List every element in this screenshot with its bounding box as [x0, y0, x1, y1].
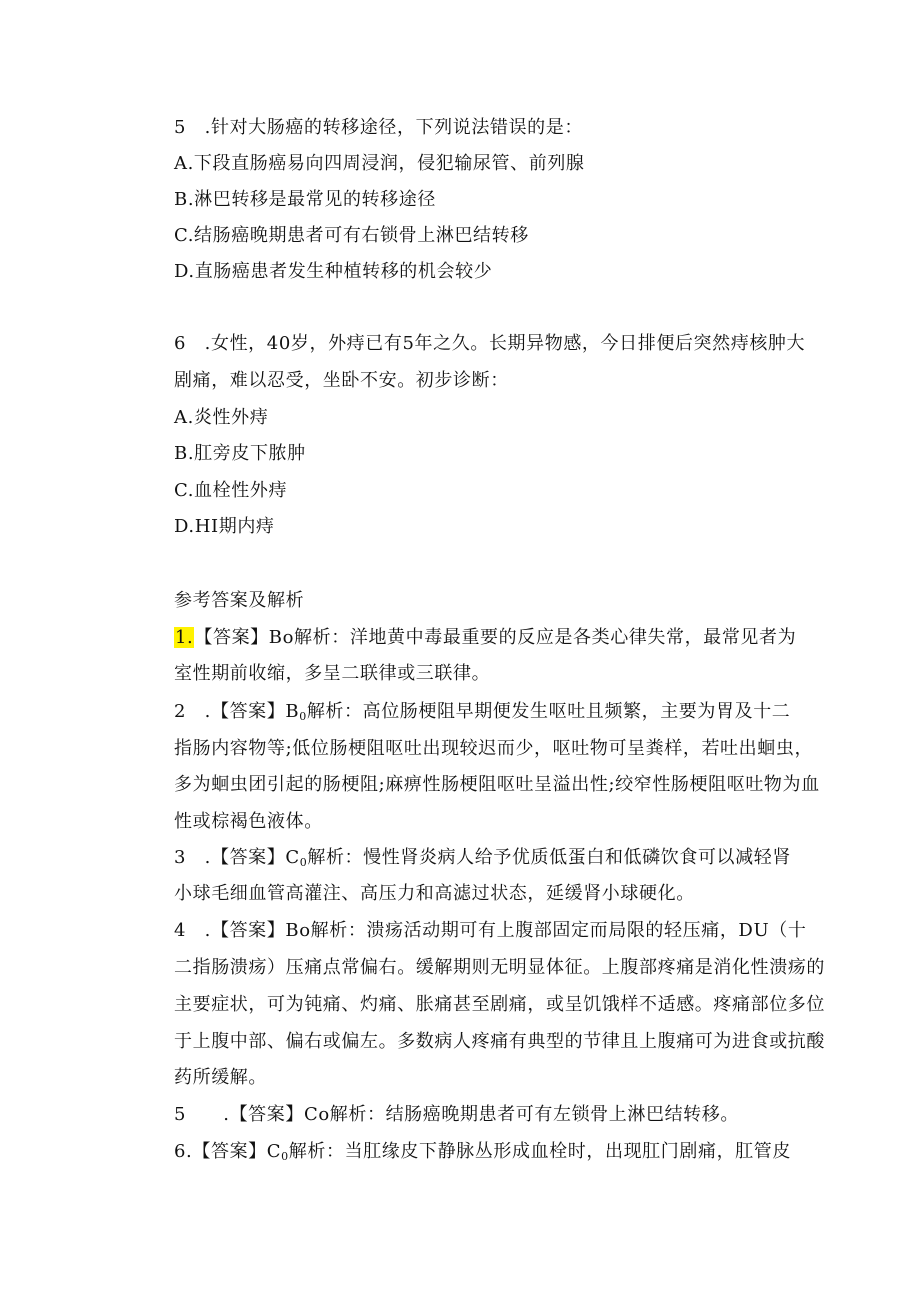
answer-5-line1: 5 .【答案】Co解析：结肠癌晚期患者可有左锁骨上淋巴结转移。 — [174, 1104, 739, 1125]
answer-3-line2: 小球毛细血管高灌注、高压力和高滤过状态，延缓肾小球硬化。 — [174, 883, 695, 904]
question-5-option-b: B.淋巴转移是最常见的转移途径 — [174, 189, 436, 210]
answer-2-subscript: 0 — [299, 710, 307, 723]
answer-2-text: 解析：高位肠梗阻早期便发生呕吐且频繁，主要为胃及十二 — [306, 701, 791, 722]
answer-3-subscript: 0 — [299, 856, 308, 869]
question-6-stem-line1: 6 .女性，40岁，外痔已有5年之久。长期异物感，今日排便后突然痔核肿大 — [174, 333, 806, 354]
answer-1-line2: 室性期前收缩，多呈二联律或三联律。 — [174, 663, 491, 684]
answer-4-line1: 4 .【答案】Bo解析：溃疡活动期可有上腹部固定而局限的轻压痛，DU（十 — [174, 920, 807, 941]
answer-4-line2: 二指肠溃疡）压痛点常偏右。缓解期则无明显体征。上腹部疼痛是消化性溃疡的 — [174, 957, 825, 978]
answer-1-number-highlight: 1. — [175, 627, 194, 648]
answer-3-text: 解析：慢性肾炎病人给予优质低蛋白和低磷饮食可以减轻肾 — [307, 847, 791, 868]
answers-heading: 参考答案及解析 — [174, 590, 305, 611]
answer-4-line4: 于上腹中部、偏右或偏左。多数病人疼痛有典型的节律且上腹痛可为进食或抗酸 — [174, 1031, 825, 1052]
answer-2-line1 — [174, 700, 790, 729]
answer-2-line3: 多为蛔虫团引起的肠梗阻;麻痹性肠梗阻呕吐呈溢出性;绞窄性肠梗阻呕吐物为血 — [174, 774, 820, 795]
answer-1-text: 【答案】Bo解析：洋地黄中毒最重要的反应是各类心律失常，最常见者为 — [194, 627, 797, 648]
answer-2-line4: 性或棕褐色液体。 — [174, 811, 323, 832]
answer-3-label: 3 .【答案】C — [174, 847, 300, 868]
question-6-option-b: B.肛旁皮下脓肿 — [174, 443, 306, 464]
answer-6-text: 解析：当肛缘皮下静脉丛形成血栓时，出现肛门剧痛，肛管皮 — [288, 1141, 791, 1162]
question-5-option-a: A.下段直肠癌易向四周浸润，侵犯输尿管、前列腺 — [174, 153, 585, 174]
question-6-option-d: D.HI期内痔 — [174, 516, 275, 537]
answer-2-line2: 指肠内容物等;低位肠梗阻呕吐出现较迟而少，呕吐物可呈粪样，若吐出蛔虫， — [174, 738, 814, 759]
question-6-stem-line2: 剧痛，难以忍受，坐卧不安。初步诊断： — [174, 370, 509, 391]
question-5-option-c: C.结肠癌晚期患者可有右锁骨上淋巴结转移 — [174, 225, 529, 246]
answer-3-line1 — [174, 846, 791, 875]
answer-1-line1 — [174, 626, 796, 650]
answer-4-line3: 主要症状，可为钝痛、灼痛、胀痛甚至剧痛，或呈饥饿样不适感。疼痛部位多位 — [174, 994, 825, 1015]
question-5-option-d: D.直肠癌患者发生种植转移的机会较少 — [174, 261, 493, 282]
question-6-option-c: C.血栓性外痔 — [174, 480, 288, 501]
answer-6-line1 — [174, 1140, 791, 1169]
answer-6-subscript: 0 — [281, 1150, 289, 1163]
question-5-stem: 5 .针对大肠癌的转移途径，下列说法错误的是： — [174, 117, 583, 138]
answer-4-line5: 药所缓解。 — [174, 1067, 267, 1088]
question-6-option-a: A.炎性外痔 — [174, 407, 269, 428]
answer-6-label: 6.【答案】C — [174, 1141, 282, 1162]
answer-2-label: 2 .【答案】B — [174, 701, 300, 722]
